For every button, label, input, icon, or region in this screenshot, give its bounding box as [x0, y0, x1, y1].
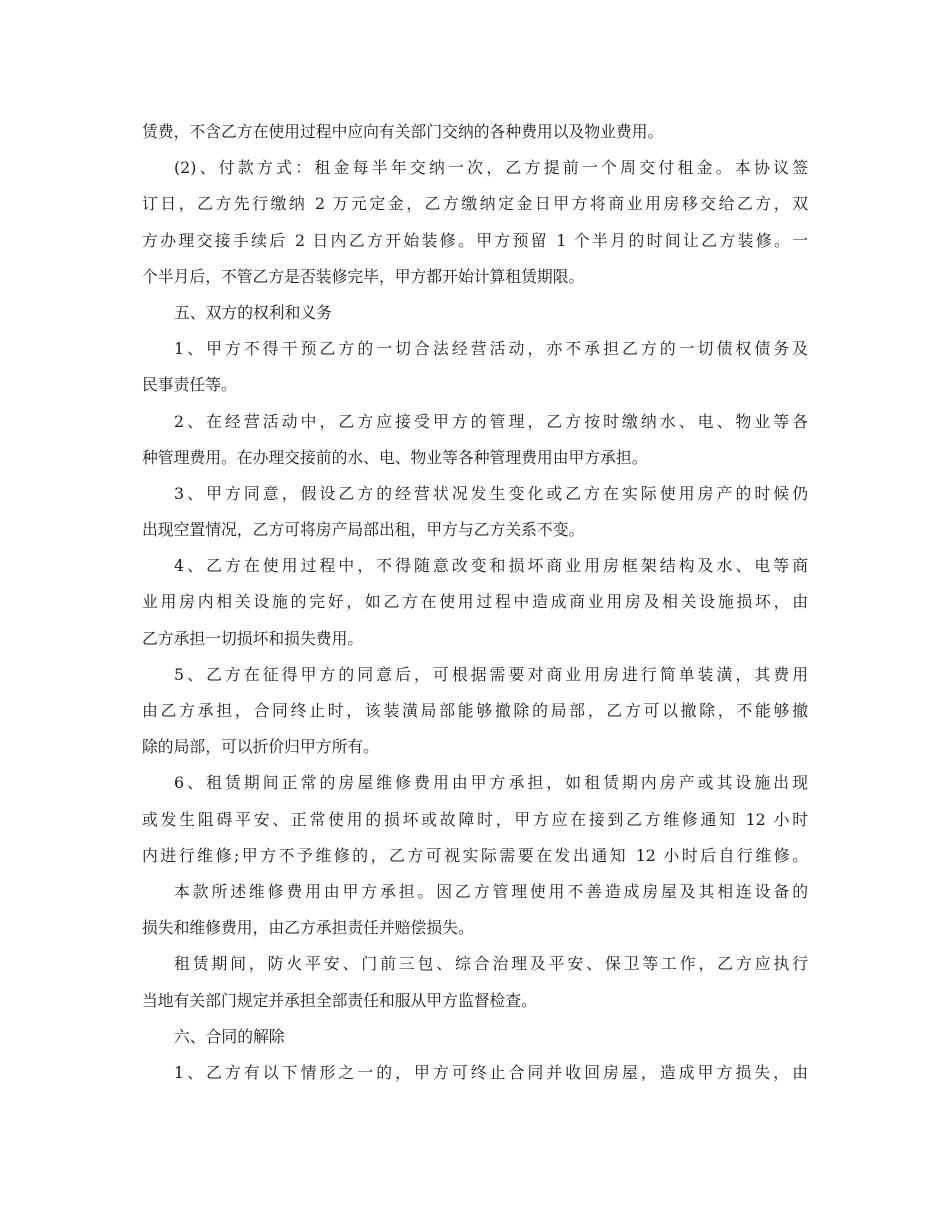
text-line: 租赁期间，防火平安、门前三包、综合治理及平安、保卫等工作，乙方应执行 — [174, 954, 808, 974]
text-line: 5、乙方在征得甲方的同意后，可根据需要对商业用房进行简单装潢，其费用 — [174, 664, 808, 684]
text-line: 1、甲方不得干预乙方的一切合法经营活动，亦不承担乙方的一切债权债务及 — [174, 339, 808, 359]
text-line: 或发生阻碍平安、正常使用的损坏或故障时，甲方应在接到乙方维修通知 12 小时 — [142, 809, 808, 829]
text-line: 民事责任等。 — [142, 375, 237, 395]
text-line: 本款所述维修费用由甲方承担。因乙方管理使用不善造成房屋及其相连设备的 — [174, 881, 808, 901]
text-line: 2、在经营活动中，乙方应接受甲方的管理，乙方按时缴纳水、电、物业等各 — [174, 411, 808, 431]
text-line: 损失和维修费用，由乙方承担责任并赔偿损失。 — [142, 918, 474, 938]
text-line: 订日，乙方先行缴纳 2 万元定金，乙方缴纳定金日甲方将商业用房移交给乙方，双 — [142, 194, 808, 214]
text-line: 种管理费用。在办理交接前的水、电、物业等各种管理费用由甲方承担。 — [142, 447, 648, 467]
text-line: (2)、付款方式：租金每半年交纳一次，乙方提前一个周交付租金。本协议签 — [174, 158, 808, 178]
text-line: 4、乙方在使用过程中，不得随意改变和损坏商业用房框架结构及水、电等商 — [174, 556, 808, 576]
text-line: 方办理交接手续后 2 日内乙方开始装修。甲方预留 1 个半月的时间让乙方装修。一 — [142, 230, 808, 250]
text-line: 内进行维修;甲方不予维修的，乙方可视实际需要在发出通知 12 小时后自行维修。 — [142, 845, 808, 865]
section-heading: 六、合同的解除 — [174, 1026, 285, 1046]
text-line: 6、租赁期间正常的房屋维修费用由甲方承担，如租赁期内房产或其设施出现 — [174, 773, 808, 793]
text-line: 1、乙方有以下情形之一的，甲方可终止合同并收回房屋，造成甲方损失，由 — [174, 1062, 808, 1082]
document-body — [142, 114, 808, 1091]
text-line: 3、甲方同意，假设乙方的经营状况发生变化或乙方在实际使用房产的时候仍 — [174, 483, 808, 503]
section-heading: 五、双方的权利和义务 — [174, 302, 332, 322]
text-line: 出现空置情况，乙方可将房产局部出租，甲方与乙方关系不变。 — [142, 520, 585, 540]
text-line: 当地有关部门规定并承担全部责任和服从甲方监督检查。 — [142, 990, 537, 1010]
text-line: 乙方承担一切损坏和损失费用。 — [142, 628, 364, 648]
text-line: 业用房内相关设施的完好，如乙方在使用过程中造成商业用房及相关设施损坏，由 — [142, 592, 808, 612]
text-line: 个半月后，不管乙方是否装修完毕，甲方都开始计算租赁期限。 — [142, 266, 585, 286]
text-line: 除的局部，可以折价归甲方所有。 — [142, 737, 379, 757]
text-line: 赁费，不含乙方在使用过程中应向有关部门交纳的各种费用以及物业费用。 — [142, 122, 664, 141]
text-line: 由乙方承担，合同终止时，该装潢局部能够撤除的局部，乙方可以撤除，不能够撤 — [142, 701, 808, 720]
